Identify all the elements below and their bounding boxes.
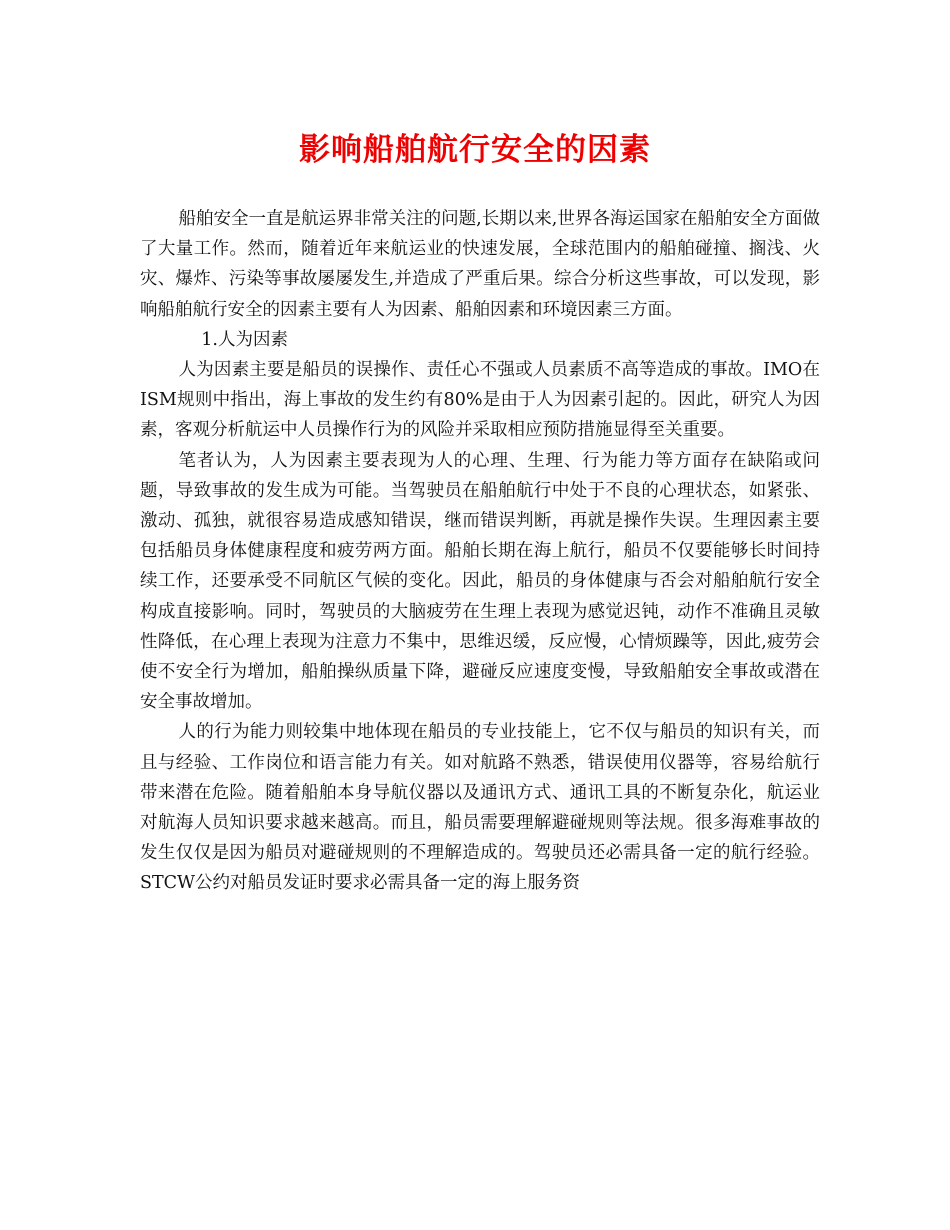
paragraph-human-factors-overview: 人为因素主要是船员的误操作、责任心不强或人员素质不高等造成的事故。IMO在ISM规则中指出，海上事故的发生约有80%是由于人为因素引起的。因此，研究人为因素，客观分析航运中人员操作行为的风险并采取相应预防措施显得至关重要。 <box>140 360 820 441</box>
document-title: 影响船舶航行安全的因素 <box>299 132 651 168</box>
document-body <box>140 204 820 899</box>
section-heading-human-factors: 1.人为因素 <box>201 329 288 350</box>
paragraph-behavioral-ability: 人的行为能力则较集中地体现在船员的专业技能上，它不仅与船员的知识有关，而且与经验、工作岗位和语言能力有关。如对航路不熟悉，错误使用仪器等，容易给航行带来潜在危险。随着船舶本身导航仪器以及通讯方式、通讯工具的不断复杂化，航运业对航海人员知识要求越来越高。而且，船员需要理解避碰规则等法规。很多海难事故的发生仅仅是因为船员对避碰规则的不理解造成的。驾驶员还必需具备一定的航行经验。STCW公约对船员发证时要求必需具备一定的海上服务资 <box>140 722 820 894</box>
paragraph-psychology-physiology: 笔者认为，人为因素主要表现为人的心理、生理、行为能力等方面存在缺陷或问题，导致事故的发生成为可能。当驾驶员在船舶航行中处于不良的心理状态，如紧张、激动、孤独，就很容易造成感知错误，继而错误判断，再就是操作失误。生理因素主要包括船员身体健康程度和疲劳两方面。船舶长期在海上航行，船员不仅要能够长时间持续工作，还要承受不同航区气候的变化。因此，船员的身体健康与否会对船舶航行安全构成直接影响。同时，驾驶员的大脑疲劳在生理上表现为感觉迟钝，动作不准确且灵敏性降低，在心理上表现为注意力不集中，思维迟缓，反应慢，心情烦躁等，因此,疲劳会使不安全行为增加，船舶操纵质量下降，避碰反应速度变慢，导致船舶安全事故或潜在安全事故增加。 <box>140 450 820 713</box>
paragraph-intro: 船舶安全一直是航运界非常关注的问题,长期以来,世界各海运国家在船舶安全方面做了大量工作。然而，随着近年来航运业的快速发展，全球范围内的船舶碰撞、搁浅、火灾、爆炸、污染等事故屡屡发生,并造成了严重后果。综合分析这些事故，可以发现，影响船舶航行安全的因素主要有人为因素、船舶因素和环境因素三方面。 <box>140 209 820 320</box>
